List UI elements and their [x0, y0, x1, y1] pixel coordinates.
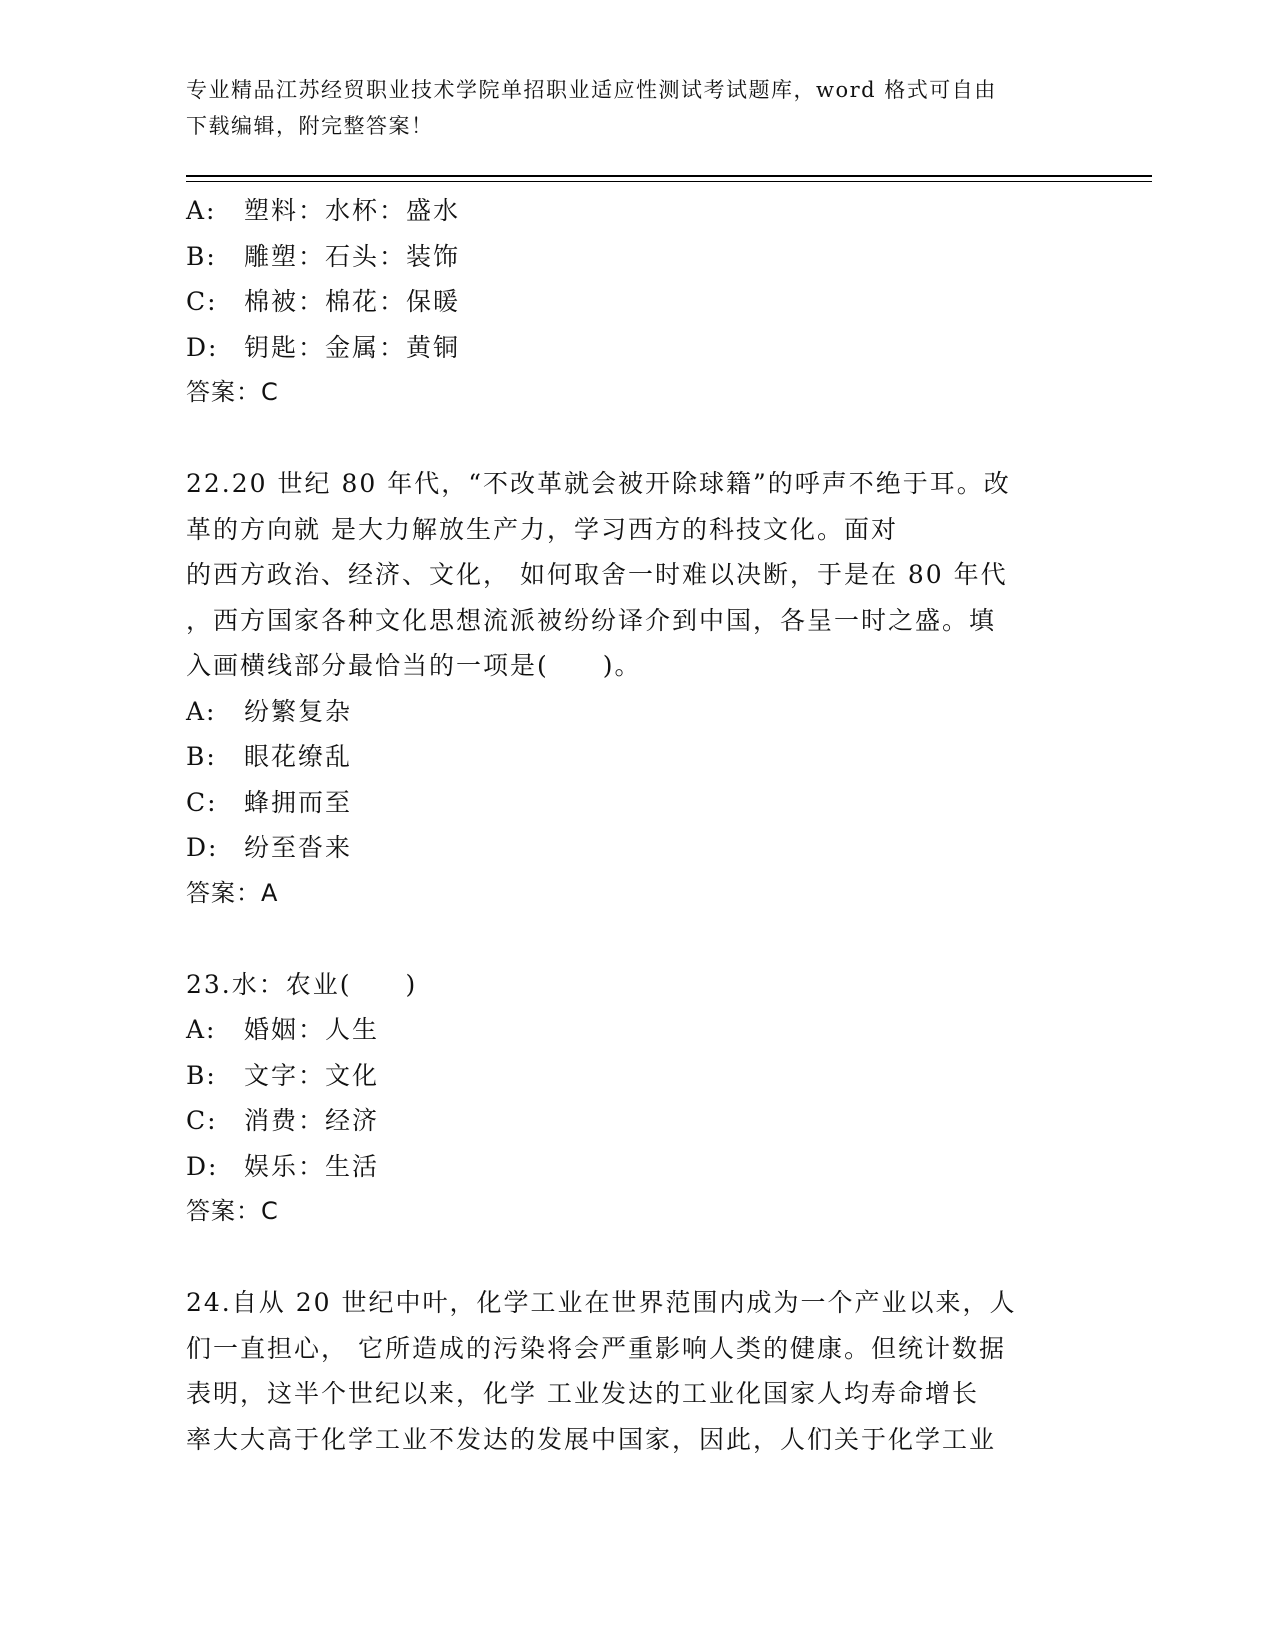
answer: 答案：C: [186, 1197, 279, 1225]
option-d: D: 纷至沓来: [186, 833, 353, 862]
answer: 答案：A: [186, 878, 279, 907]
option-c: C: 蜂拥而至: [186, 787, 353, 817]
question-text-line: 24.自从 20 世纪中叶，化学工业在世界范围内成为一个产业以来，人: [186, 1288, 1017, 1317]
option-a: A: 婚姻：人生: [186, 1015, 380, 1044]
question-content: [186, 188, 1066, 1462]
question-text-line: 率大大高于化学工业不发达的发展中国家，因此，人们关于化学工业: [186, 1424, 997, 1454]
question-text-line: 23.水：农业( ): [186, 969, 418, 999]
question-text-line: 入画横线部分最恰当的一项是( )。: [186, 651, 642, 680]
question-text-line: 表明，这半个世纪以来，化学 工业发达的工业化国家人均寿命增长: [186, 1379, 979, 1408]
option-a: A: 塑料：水杯：盛水: [186, 196, 461, 225]
option-d: D: 娱乐：生活: [186, 1151, 380, 1181]
option-b: B: 眼花缭乱: [186, 742, 353, 771]
spacer: [186, 416, 1066, 462]
question-text-line: ，西方国家各种文化思想流派被纷纷译介到中国，各呈一时之盛。填: [186, 605, 997, 635]
header-line-1: 专业精品江苏经贸职业技术学院单招职业适应性测试考试题库，word 格式可自由: [186, 78, 997, 102]
option-b: B: 文字：文化: [186, 1060, 380, 1090]
question-24: [186, 1280, 1066, 1462]
question-22: [186, 461, 1066, 916]
option-a: A: 纷繁复杂: [186, 696, 353, 726]
spacer: [186, 916, 1066, 962]
option-c: C: 消费：经济: [186, 1106, 380, 1135]
question-text-line: 们一直担心， 它所造成的污染将会严重影响人类的健康。但统计数据: [186, 1333, 1006, 1363]
question-text-line: 革的方向就 是大力解放生产力，学习西方的科技文化。面对: [186, 514, 898, 544]
spacer: [186, 1235, 1066, 1281]
header-divider-thick: [186, 175, 1152, 177]
answer: 答案：C: [186, 378, 279, 406]
option-c: C: 棉被：棉花：保暖: [186, 287, 461, 316]
page-header: [186, 72, 1066, 144]
question-text-line: 22.20 世纪 80 年代，“不改革就会被开除球籍”的呼声不绝于耳。改: [186, 469, 1011, 498]
question-21-options: [186, 188, 1066, 416]
question-text-line: 的西方政治、经济、文化， 如何取舍一时难以决断，于是在 80 年代: [186, 560, 1008, 589]
question-23: [186, 962, 1066, 1235]
option-b: B: 雕塑：石头：装饰: [186, 241, 461, 271]
option-d: D: 钥匙：金属：黄铜: [186, 332, 461, 362]
header-line-2: 下载编辑，附完整答案！: [186, 114, 434, 138]
header-divider-thin: [186, 181, 1152, 182]
